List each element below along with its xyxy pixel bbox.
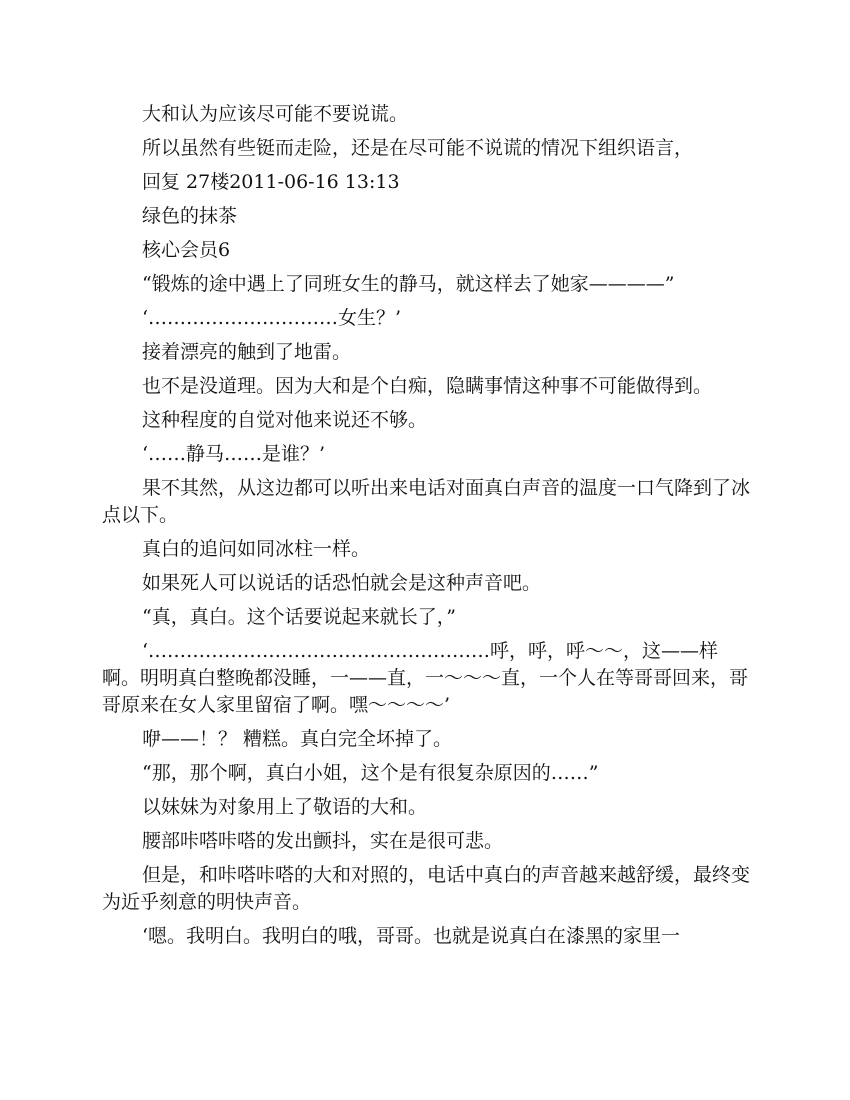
paragraph: ‘………………………………………………呼，呼，呼～～，这——样啊。明明真白整晚都没睡，一——直，一～～～直，一个人在等哥哥回来，哥哥原来在女人家里留宿了啊。嘿～～～～’ bbox=[102, 640, 749, 716]
paragraph: ‘…………………………女生？’ bbox=[142, 307, 402, 329]
paragraph: “真，真白。这个话要说起来就长了，” bbox=[142, 606, 456, 628]
paragraph: “那，那个啊，真白小姐，这个是有很复杂原因的……” bbox=[142, 762, 599, 784]
post-author-name: 绿色的抹茶 bbox=[142, 205, 238, 227]
paragraph: 咿——！？ 糟糕。真白完全坏掉了。 bbox=[142, 728, 453, 750]
paragraph: ‘嗯。我明白。我明白的哦，哥哥。也就是说真白在漆黑的家里一 bbox=[142, 925, 681, 947]
post-reply-meta: 回复 27楼2011-06-16 13:13 bbox=[142, 171, 400, 193]
paragraph: ‘……静马……是谁？’ bbox=[142, 443, 326, 465]
paragraph: 也不是没道理。因为大和是个白痴，隐瞒事情这种事不可能做得到。 bbox=[142, 375, 713, 397]
paragraph: 以妹妹为对象用上了敬语的大和。 bbox=[142, 796, 428, 818]
paragraph: 但是，和咔嗒咔嗒的大和对照的，电话中真白的声音越来越舒缓，最终变为近乎刻意的明快声音。 bbox=[102, 864, 751, 913]
paragraph: 大和认为应该尽可能不要说谎。 bbox=[142, 103, 409, 125]
paragraph: 腰部咔嗒咔嗒的发出颤抖，实在是很可悲。 bbox=[142, 830, 504, 852]
paragraph: “锻炼的途中遇上了同班女生的静马，就这样去了她家————” bbox=[142, 273, 675, 295]
paragraph: 果不其然，从这边都可以听出来电话对面真白声音的温度一口气降到了冰点以下。 bbox=[102, 477, 751, 526]
paragraph: 接着漂亮的触到了地雷。 bbox=[142, 341, 352, 363]
paragraph: 这种程度的自觉对他来说还不够。 bbox=[142, 409, 428, 431]
paragraph: 真白的追问如同冰柱一样。 bbox=[142, 538, 371, 560]
post-author-rank: 核心会员6 bbox=[142, 239, 231, 261]
document-body bbox=[102, 101, 750, 957]
paragraph: 所以虽然有些铤而走险，还是在尽可能不说谎的情况下组织语言， bbox=[142, 137, 694, 159]
paragraph: 如果死人可以说话的话恐怕就会是这种声音吧。 bbox=[142, 572, 542, 594]
